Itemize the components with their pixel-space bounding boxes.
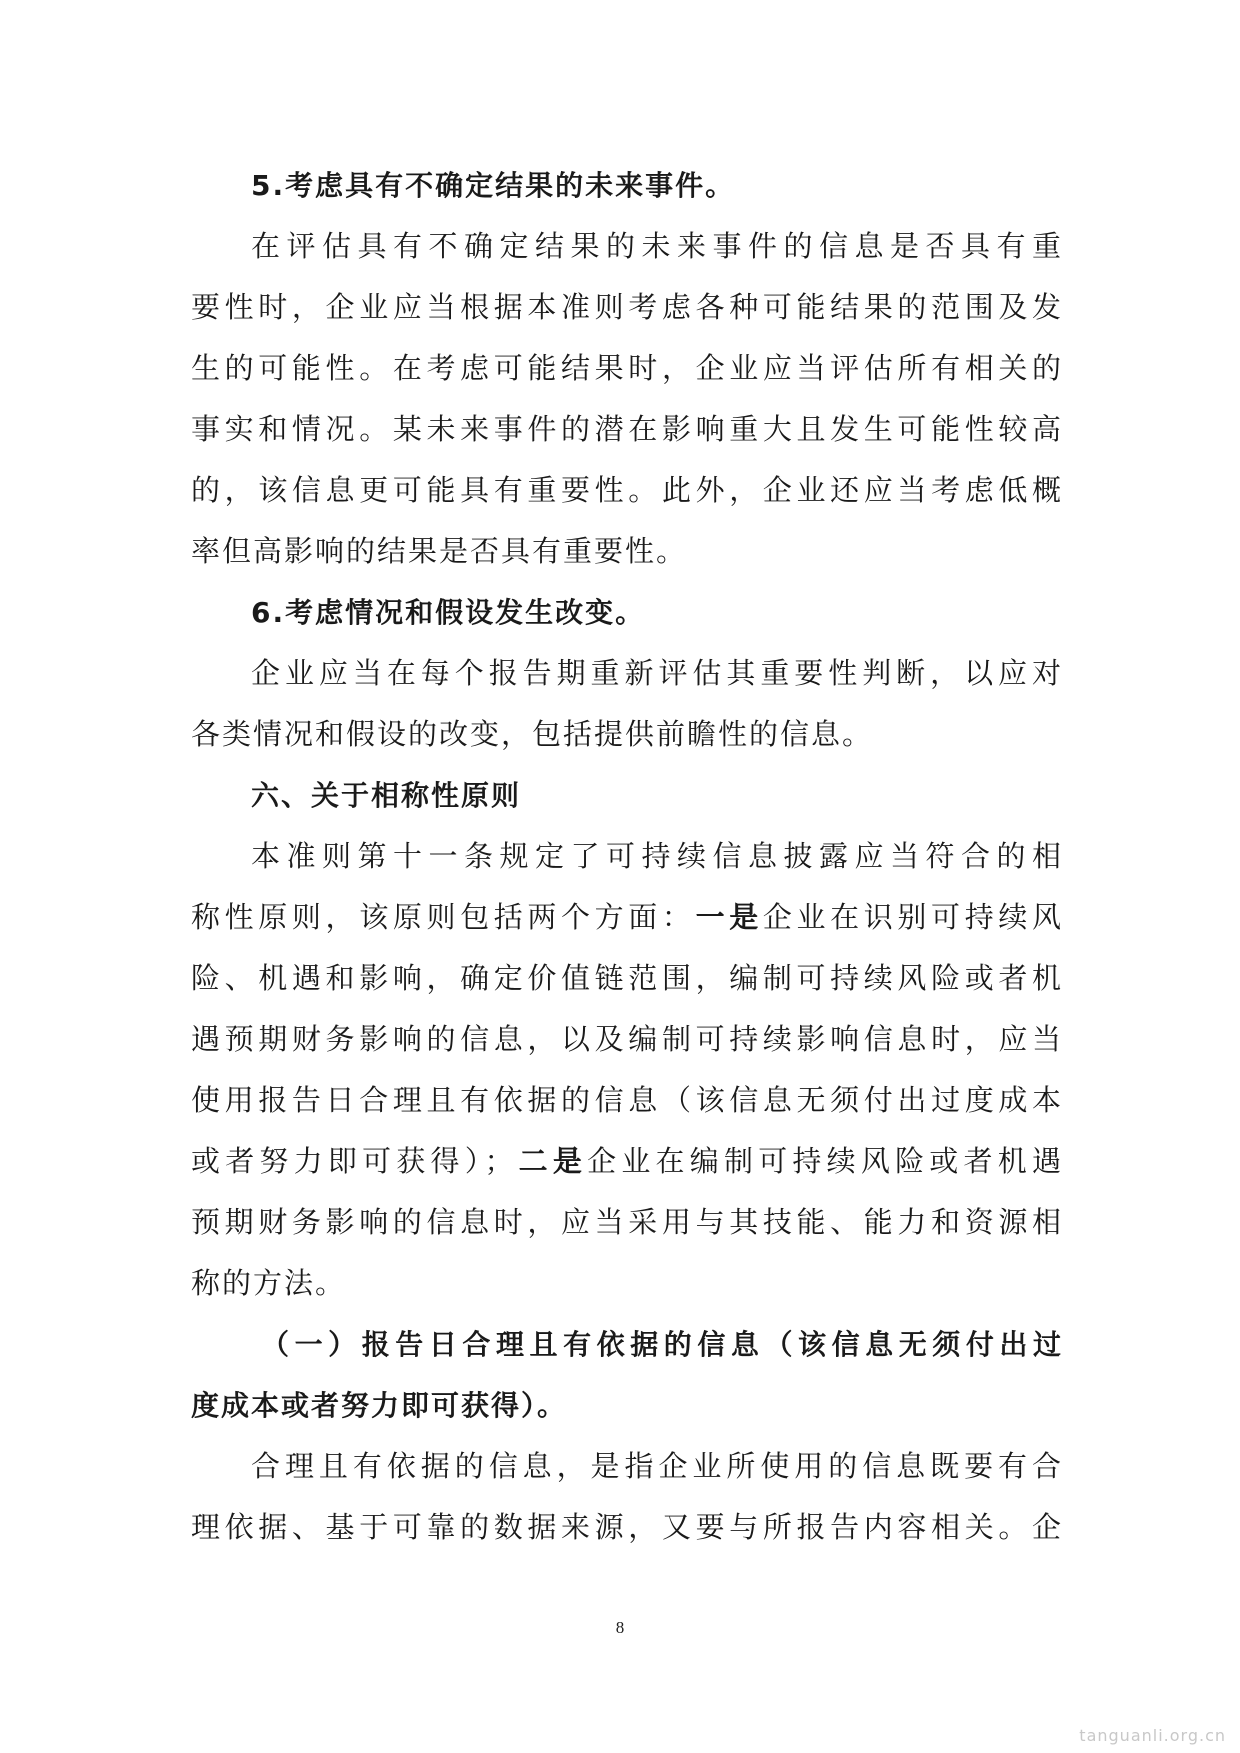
line-text: 企业在识别可持续风 [762,900,1063,934]
paragraph-line: 要性时，企业应当根据本准则考虑各种可能结果的范围及发 [191,290,1063,324]
subsection-heading-reasonable-information: （一）报告日合理且有依据的信息（该信息无须付出过 [261,1328,1063,1361]
paragraph-line: 本准则第十一条规定了可持续信息披露应当符合的相 [251,839,1063,873]
paragraph-line: 各类情况和假设的改变，包括提供前瞻性的信息。 [191,717,874,751]
paragraph-line: 生的可能性。在考虑可能结果时，企业应当评估所有相关的 [191,351,1063,385]
paragraph-line [191,1131,1063,1192]
paragraph-line: 遇预期财务影响的信息，以及编制可持续影响信息时，应当 [191,1022,1063,1056]
paragraph-line: 事实和情况。某未来事件的潜在影响重大且发生可能性较高 [191,412,1063,446]
paragraph-line: 称的方法。 [191,1266,347,1300]
line-text: 或者努力即可获得）； [191,1144,516,1178]
watermark: tanguanli.org.cn [1079,1726,1226,1745]
emphasis-second-aspect: 二是 [515,1144,588,1178]
paragraph-line: 理依据、基于可靠的数据来源，又要与所报告内容相关。企 [191,1510,1063,1544]
paragraph-line: 率但高影响的结果是否具有重要性。 [191,534,688,568]
line-text: 企业在编制可持续风险或者机遇 [587,1144,1063,1178]
paragraph-line: 在评估具有不确定结果的未来事件的信息是否具有重 [251,229,1063,263]
paragraph-line: 的，该信息更可能具有重要性。此外，企业还应当考虑低概 [191,473,1063,507]
paragraph-line: 使用报告日合理且有依据的信息（该信息无须付出过度成本 [191,1083,1063,1117]
page-number: 8 [615,1618,625,1637]
section-heading-proportionality: 六、关于相称性原则 [251,779,522,812]
emphasis-first-aspect: 一是 [695,900,763,934]
paragraph-line: 合理且有依据的信息，是指企业所使用的信息既要有合 [251,1449,1063,1483]
paragraph-line [191,887,1063,948]
subheading-uncertain-future-events: 5.考虑具有不确定结果的未来事件。 [251,169,736,202]
document-body [191,155,1063,1558]
paragraph-line: 企业应当在每个报告期重新评估其重要性判断，以应对 [251,656,1063,690]
line-text: 称性原则，该原则包括两个方面： [191,900,696,934]
subsection-heading-continued: 度成本或者努力即可获得）。 [191,1389,568,1422]
paragraph-line: 预期财务影响的信息时，应当采用与其技能、能力和资源相 [191,1205,1063,1239]
paragraph-line: 险、机遇和影响，确定价值链范围，编制可持续风险或者机 [191,961,1063,995]
subheading-changes-in-circumstances: 6.考虑情况和假设发生改变。 [251,596,646,629]
